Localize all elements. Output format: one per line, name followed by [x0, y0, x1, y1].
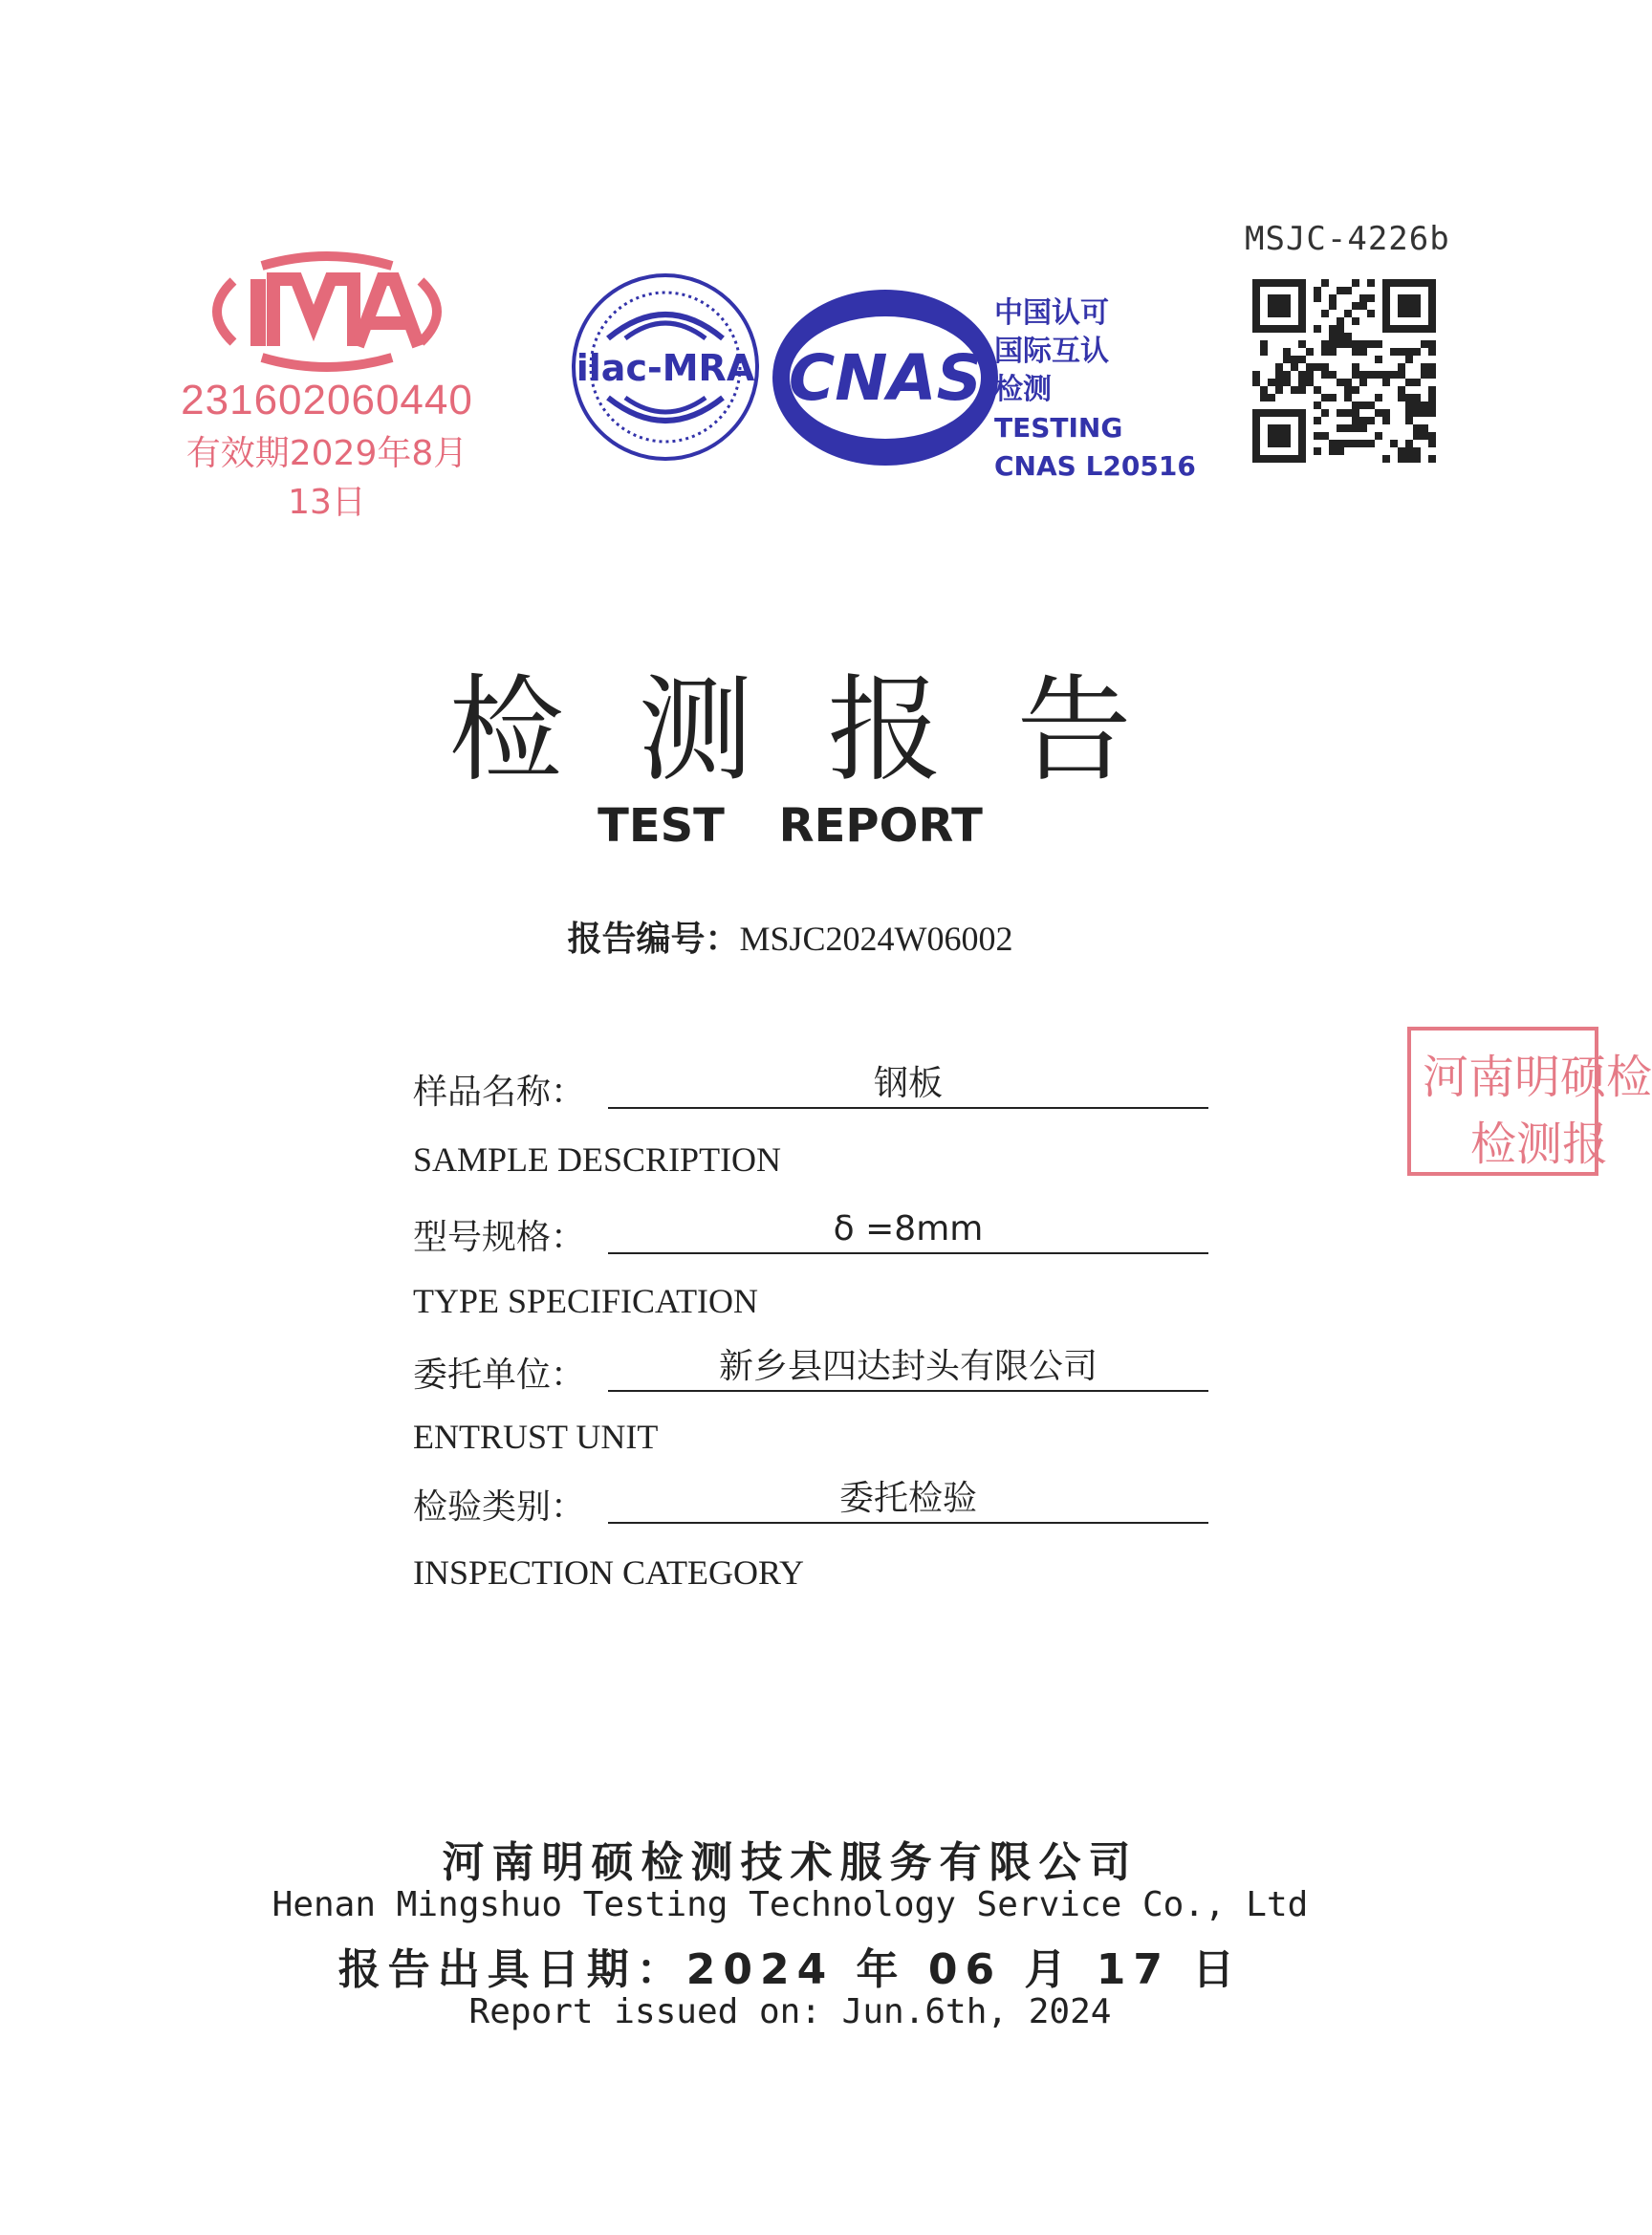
issue-date-en: Report issued on: Jun.6th, 2024 [468, 1992, 1112, 2031]
company-seal [1407, 1027, 1652, 1176]
type-label: 型号规格： [413, 1218, 586, 1257]
ilac-mra-logo-icon [570, 271, 761, 467]
type-value: δ =8mm [608, 1206, 1208, 1254]
seal-line-2: 检测报 [1470, 1118, 1609, 1171]
sample-label: 样品名称： [413, 1073, 586, 1112]
report-number-value: MSJC2024W06002 [739, 920, 1013, 958]
company-name-cn: 河南明硕检测技术服务有限公司 [442, 1838, 1139, 1887]
cnas-logo-icon [771, 287, 1000, 472]
svg-text:CNAS: CNAS [788, 341, 983, 415]
sample-label-en: SAMPLE DESCRIPTION [413, 1140, 782, 1179]
entrust-value: 新乡县四达封头有限公司 [608, 1344, 1208, 1392]
entrust-label: 委托单位： [413, 1356, 586, 1395]
entrust-label-en: ENTRUST UNIT [413, 1418, 659, 1456]
issue-date-cn: 报告出具日期：2024 年 06 月 17 日 [337, 1945, 1243, 1994]
seal-line-1: 河南明硕检 [1423, 1051, 1652, 1104]
cma-valid-date: 有效期2029年8月13日 [185, 434, 468, 522]
type-label-en: TYPE SPECIFICATION [413, 1282, 759, 1320]
sample-value: 钢板 [608, 1061, 1208, 1109]
cnas-line-1: 中国认可 [994, 296, 1109, 330]
report-number [0, 912, 1580, 961]
qr-code-icon [1252, 279, 1436, 463]
cnas-code: CNAS L20516 [994, 450, 1196, 482]
cma-number: 231602060440 [181, 377, 473, 423]
cnas-line-2: 国际互认 [994, 335, 1109, 368]
category-label-en: INSPECTION CATEGORY [413, 1553, 805, 1592]
page-title: 检测报告 [448, 664, 1206, 797]
category-value: 委托检验 [608, 1476, 1208, 1524]
svg-text:ilac-MRA: ilac-MRA [576, 347, 755, 389]
cnas-line-3: 检测 [994, 373, 1052, 406]
cnas-testing: TESTING [994, 412, 1123, 444]
cma-logo-icon [195, 252, 459, 371]
document-code: MSJC-4226b [1245, 220, 1450, 258]
cma-mark [174, 252, 480, 522]
report-number-label: 报告编号： [567, 920, 740, 959]
category-label: 检验类别： [413, 1487, 586, 1527]
cnas-text-block [994, 294, 1196, 486]
company-name-en: Henan Mingshuo Testing Technology Service Co., Ltd [272, 1885, 1309, 1924]
page-subtitle: TEST REPORT [598, 799, 983, 853]
